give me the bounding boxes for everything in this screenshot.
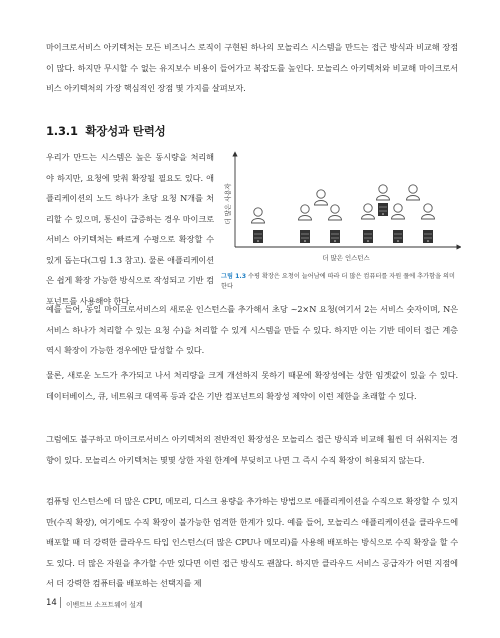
- user-icon: [362, 204, 375, 219]
- section-heading: [46, 123, 166, 139]
- paragraph-4: 그럼에도 불구하고 마이크로서비스 아키텍처의 전반적인 확장성은 모놀리스 접근 방식과 비교해 훨씬 더 쉬워지는 경향이 있다. 모놀리스 아키텍처는 몇몇 상한 자원 한계에 부딪히고 나면 그 즉시 수직 확장이 허용되지 않는다.: [46, 434, 458, 465]
- section-number: 1.3.1: [46, 124, 78, 138]
- paragraph-5: 컴퓨팅 인스턴스에 더 많은 CPU, 메모리, 디스크 용량을 추가하는 방법으로 애플리케이션을 수직으로 확장할 수 있지만(수직 확장), 여기에도 수직 확장이 불가능한 엄격한 한계가 있다. 예를 들어, 모놀리스 애플리케이션을 클라우드에 배포할 때 더 강력한 클라우드 타입 인스턴스(더 많은 CPU나 메모리)를 사용해 배포하는 방식으로 수직 확장을 할 수도 있다. 더 많은 자원을 추가할 수만 있다면 이런 접근 방식도 괜찮다. 하지만 클라우드 서비스 공급자가 어떤 지점에서 더 강력한 컴퓨터를 배포하는 선택지를 제: [46, 496, 458, 588]
- user-icon: [407, 185, 420, 200]
- footer-divider: [60, 597, 61, 608]
- paragraph-3: 물론, 새로운 노드가 추가되고 나서 처리량을 크게 개선하지 못하기 때문에 확장성에는 상한 임곗값이 있을 수 있다. 데이터베이스, 큐, 네트워크 대역폭 등과 같은 기반 컴포넌트의 확장성 제약이 이런 제한을 초래할 수 있다.: [46, 370, 458, 401]
- server-icon: [393, 230, 403, 243]
- server-icon: [300, 230, 310, 243]
- page-number: 14: [46, 598, 57, 608]
- server-icon: [378, 203, 388, 216]
- intro-paragraph: 마이크로서비스 아키텍처는 모든 비즈니스 로직이 구현된 하나의 모놀리스 시스템을 만드는 접근 방식과 비교해 장점이 많다. 하지만 무시할 수 없는 유지보수 비용이 들어가고 복잡도를 높인다. 모놀리스 아키텍처와 비교해 마이크로서비스 아키텍처의 가장 핵심적인 장점 몇 가지를 살펴보자.: [46, 42, 458, 93]
- figure-caption: [221, 272, 456, 292]
- user-icon: [252, 208, 265, 223]
- side-paragraph: 우리가 만드는 시스템은 높은 동시량을 처리해야 하지만, 요청에 맞춰 확장될 필요도 있다. 애플리케이션의 노드 하나가 초당 요청 N개를 처리할 수 있으며, 통신이 급증하는 경우 마이크로서비스 아키텍처는 빠르게 수평으로 확장할 수 있게 돕는다(그림 1.3 참고). 물론 애플리케이션은 쉽게 확장 가능한 방식으로 작성되고 기반 컴포넌트를 사용해야 한다.: [46, 152, 214, 306]
- figure-caption-text: 수평 확장은 요청이 늘어남에 따라 더 많은 컴퓨터를 자원 풀에 추가함을 의미한다: [221, 273, 455, 290]
- figure-caption-label: 그림 1.3: [221, 273, 247, 280]
- x-axis-label: 더 많은 인스턴스: [322, 254, 370, 262]
- server-icon: [253, 230, 263, 243]
- server-icon: [363, 230, 373, 243]
- footer-book-title: 이벤트브 소프트웨어 설계: [66, 601, 143, 609]
- user-icon: [422, 204, 435, 219]
- paragraph-2: 예를 들어, 동일 마이크로서비스의 새로운 인스턴스를 추가해서 초당 ~2×N 요청(여기서 2는 서비스 숫자이며, N은 서비스 하나가 처리할 수 있는 요청 수)을 처리할 수 있게 시스템을 만들 수 있다. 하지만 이는 기반 데이터 접근 계층 역시 확장이 가능한 경우에만 달성할 수 있다.: [46, 304, 458, 355]
- section-title: 확장성과 탄력성: [85, 124, 166, 138]
- user-icon: [377, 185, 390, 200]
- user-icon: [315, 190, 328, 205]
- user-icon: [329, 205, 342, 220]
- user-icon: [392, 204, 405, 219]
- user-icon: [299, 205, 312, 220]
- server-icon: [423, 230, 433, 243]
- y-axis-label: 더 많은 사용자: [224, 183, 232, 225]
- server-icon: [330, 230, 340, 243]
